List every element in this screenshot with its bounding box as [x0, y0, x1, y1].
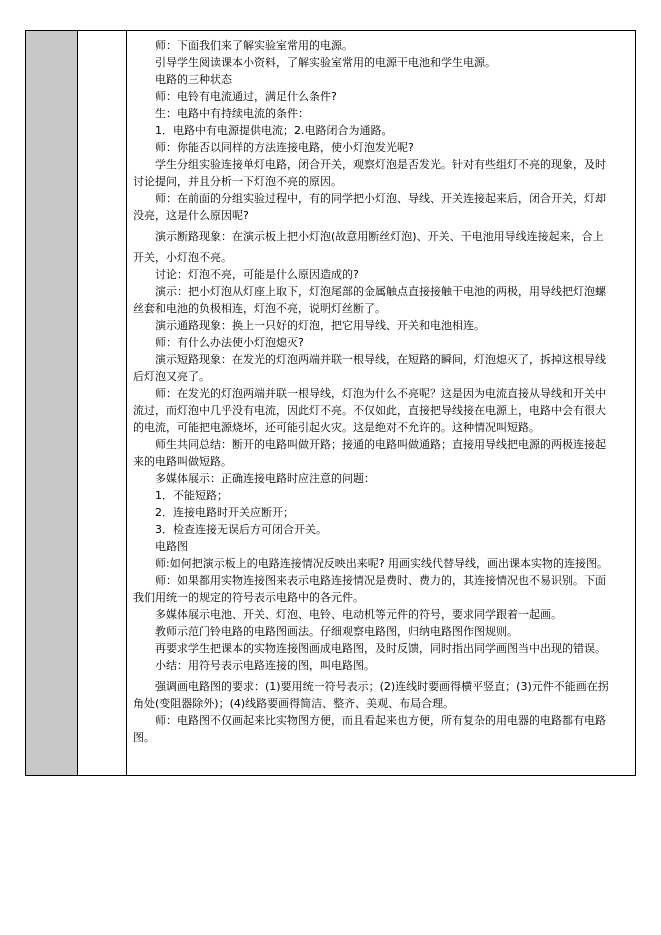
text-line: 引导学生阅读课本小资料，了解实验室常用的电源干电池和学生电源。 — [155, 56, 496, 69]
text-line: 2．连接电路时开关应断开； — [155, 506, 294, 519]
text-line: 师：在前面的分组实验过程中，有的同学把小灯泡、导线、开关连接起来后，闭合开关，灯却 — [155, 192, 606, 205]
text-line: 师:如何把演示板上的电路连接情况反映出来呢? 用画实线代替导线，画出课本实物的连接图。 — [155, 557, 609, 570]
text-line: 学生分组实验连接单灯电路，闭合开关，观察灯泡是否发光。针对有些组灯不亮的现象，及时 — [155, 158, 606, 171]
text-line: 丝套和电池的负极相连，灯泡不亮，说明灯丝断了。 — [133, 302, 386, 315]
text-line: 图。 — [133, 731, 155, 744]
text-line: 师生共同总结：断开的电路叫做开路；接通的电路叫做通路；直接用导线把电源的两极连接起 — [155, 438, 606, 451]
blank-column — [78, 31, 127, 775]
text-line: 演示：把小灯泡从灯座上取下，灯泡尾部的金属触点直接接触干电池的两极，用导线把灯泡螺 — [155, 285, 606, 298]
text-line: 强调画电路图的要求：(1)要用统一符号表示；(2)连线时要画得横平竖直；(3)元件不能画在拐 — [155, 680, 609, 693]
text-line: 师：电路图不仅画起来比实物图方便，而且看起来也方便，所有复杂的用电器的电路都有电路 — [155, 714, 606, 727]
text-line: 电路的三种状态 — [155, 73, 232, 86]
text-line: 师：有什么办法使小灯泡熄灭? — [155, 336, 304, 349]
text-line: 的电流，可能把电源烧坏，还可能引起火灾。这是绝对不允许的。这种情况叫短路。 — [133, 421, 540, 434]
text-line: 演示断路现象：在演示板上把小灯泡(故意用断丝灯泡)、开关、干电池用导线连接起来，合上 — [155, 230, 604, 243]
lesson-content — [127, 31, 635, 775]
text-line: 师：你能否以同样的方法连接电路，使小灯泡发光呢? — [155, 141, 414, 154]
text-line: 1．电路中有电源提供电流；2.电路闭合为通路。 — [155, 124, 393, 137]
text-line: 3．检查连接无误后方可闭合开关。 — [155, 523, 327, 536]
text-line: 多媒体展示：正确连接电路时应注意的问题： — [155, 472, 375, 485]
text-line: 开关，小灯泡不亮。 — [133, 251, 232, 264]
text-line: 角处(变阻器除外)；(4)线路要画得简洁、整齐、美观、布局合理。 — [133, 697, 455, 710]
text-line: 我们用统一的规定的符号表示电路中的各元件。 — [133, 591, 364, 604]
text-line: 后灯泡又亮了。 — [133, 370, 210, 383]
text-line: 再要求学生把课本的实物连接图画成电路图，及时反馈，同时指出同学画图当中出现的错误。 — [155, 642, 606, 655]
lesson-table — [25, 30, 636, 776]
text-line: 师：下面我们来了解实验室常用的电源。 — [155, 39, 353, 52]
text-line: 讨论提问，并且分析一下灯泡不亮的原因。 — [133, 175, 342, 188]
text-line: 1．不能短路； — [155, 489, 228, 502]
text-line: 演示通路现象：换上一只好的灯泡，把它用导线、开关和电池相连。 — [155, 319, 485, 332]
text-line: 讨论：灯泡不亮，可能是什么原因造成的? — [155, 268, 359, 281]
text-line: 电路图 — [155, 540, 188, 553]
text-line: 多媒体展示电池、开关、灯泡、电铃、电动机等元件的符号，要求同学跟着一起画。 — [155, 608, 562, 621]
text-line: 师：电铃有电流通过，满足什么条件? — [155, 90, 337, 103]
text-line: 演示短路现象：在发光的灯泡两端并联一根导线，在短路的瞬间，灯泡熄灭了，拆掉这根导线 — [155, 353, 606, 366]
shaded-column — [26, 31, 78, 775]
text-line: 来的电路叫做短路。 — [133, 455, 232, 468]
text-line: 教师示范门铃电路的电路图画法。仔细观察电路图，归纳电路图作图规则。 — [155, 625, 518, 638]
text-line: 生：电路中有持续电流的条件： — [155, 107, 309, 120]
text-line: 小结：用符号表示电路连接的图，叫电路图。 — [155, 659, 375, 672]
text-line: 没亮，这是什么原因呢? — [133, 209, 249, 222]
text-line: 师：如果都用实物连接图来表示电路连接情况是费时、费力的，其连接情况也不易识别。下面 — [155, 574, 606, 587]
text-line: 师：在发光的灯泡两端并联一根导线，灯泡为什么不亮呢？这是因为电流直接从导线和开关中 — [155, 387, 606, 400]
text-line: 流过，而灯泡中几乎没有电流，因此灯不亮。不仅如此，直接把导线接在电源上，电路中会有很大 — [133, 404, 606, 417]
